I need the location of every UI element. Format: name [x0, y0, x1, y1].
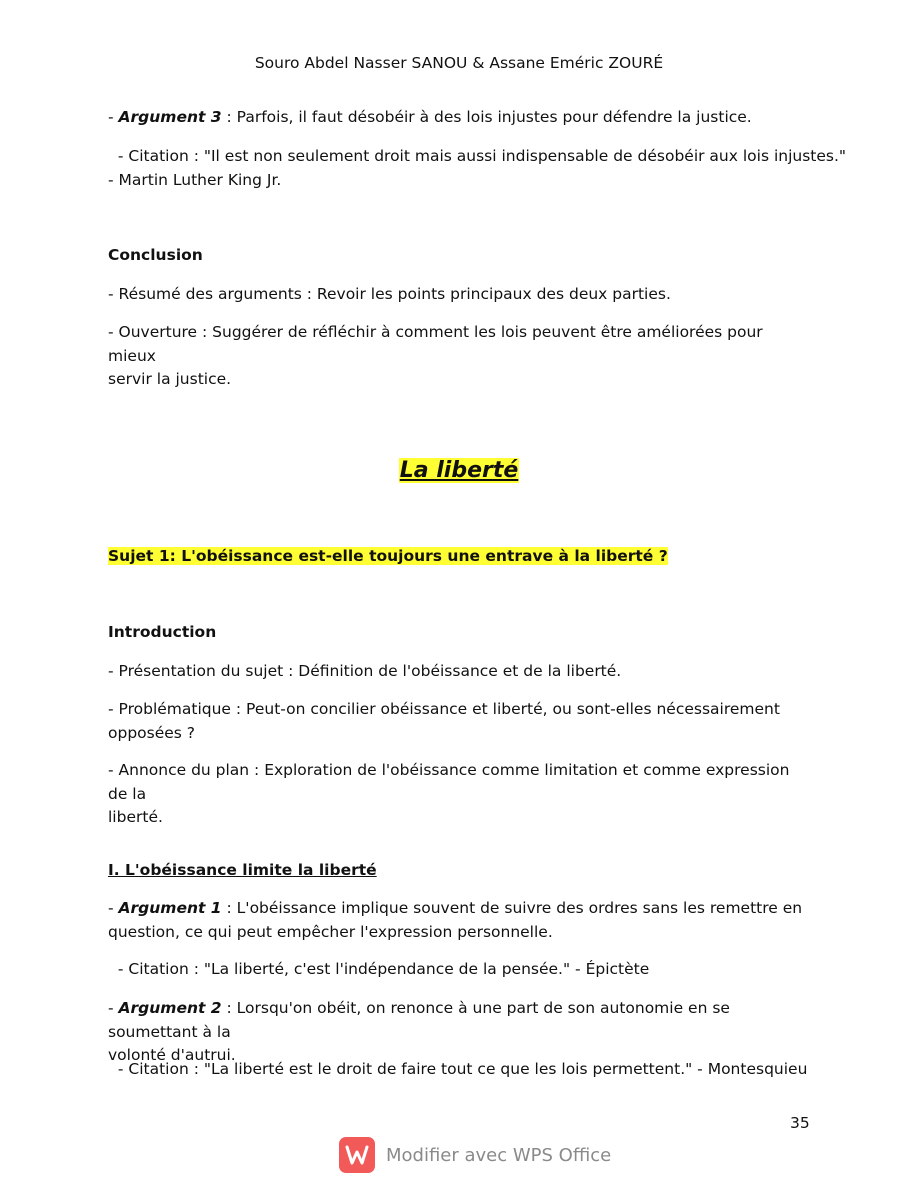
wps-w-icon — [345, 1144, 369, 1166]
annonce-line-2: liberté. — [108, 808, 163, 826]
problematique-line-1: - Problématique : Peut-on concilier obéissance et liberté, ou sont-elles nécessairement — [108, 700, 780, 718]
argument-text-line-2: volonté d'autrui. — [108, 1046, 236, 1064]
argument-text: : Parfois, il faut désobéir à des lois injustes pour défendre la justice. — [221, 108, 752, 126]
argument-text-line-2: question, ce qui peut empêcher l'expression personnelle. — [108, 922, 553, 941]
wps-edit-link[interactable]: Modifier avec WPS Office — [386, 1144, 612, 1166]
wps-logo-icon — [339, 1137, 375, 1173]
annonce-line-1: - Annonce du plan : Exploration de l'obéissance comme limitation et comme expression de la — [108, 761, 790, 803]
part-1-argument-2 — [108, 997, 813, 1068]
conclusion-ouverture — [108, 321, 813, 392]
argument-label: Argument 2 — [118, 999, 222, 1017]
sujet-heading — [108, 545, 813, 569]
ouverture-line-2: servir la justice. — [108, 370, 232, 388]
sujet-text: Sujet 1: L'obéissance est-elle toujours une entrave à la liberté ? — [108, 547, 668, 565]
argument-text: : L'obéissance implique souvent de suivre des ordres sans les remettre en — [221, 899, 803, 917]
citation-line-1: - Citation : "Il est non seulement droit mais aussi indispensable de désobéir aux lois injustes." — [108, 147, 847, 165]
argument-text: : Lorsqu'on obéit, on renonce à une part de son autonomie en se soumettant à la — [108, 999, 730, 1041]
introduction-annonce — [108, 759, 813, 830]
introduction-problematique — [108, 698, 813, 745]
conclusion-heading: Conclusion — [108, 246, 203, 264]
page-header: Souro Abdel Nasser SANOU & Assane Eméric ZOURÉ — [254, 54, 664, 72]
ouverture-line-1: - Ouverture : Suggérer de réfléchir à comment les lois peuvent être améliorées pour mieux — [108, 323, 763, 365]
citation-epictete: - Citation : "La liberté, c'est l'indépendance de la pensée." - Épictète — [108, 960, 650, 978]
citation-line-2: - Martin Luther King Jr. — [108, 170, 282, 189]
citation-mlk — [108, 145, 847, 192]
introduction-heading: Introduction — [108, 623, 217, 641]
citation-montesquieu: - Citation : "La liberté est le droit de faire tout ce que les lois permettent." - Montesquieu — [108, 1060, 808, 1078]
list-dash: - — [108, 999, 119, 1017]
list-dash: - — [108, 899, 119, 917]
problematique-line-2: opposées ? — [108, 723, 196, 742]
introduction-presentation: - Présentation du sujet : Définition de l'obéissance et de la liberté. — [108, 662, 622, 680]
argument-3-paragraph — [108, 106, 813, 130]
part-1-heading: I. L'obéissance limite la liberté — [108, 861, 377, 879]
argument-label: Argument 1 — [118, 899, 222, 917]
part-1-argument-1 — [108, 897, 813, 944]
section-title — [0, 458, 918, 483]
conclusion-resume: - Résumé des arguments : Revoir les points principaux des deux parties. — [108, 285, 671, 303]
list-dash: - — [108, 108, 119, 126]
section-title-text: La liberté — [399, 458, 519, 483]
argument-label: Argument 3 — [118, 108, 222, 126]
wps-edit-banner[interactable] — [339, 1137, 611, 1173]
page-number: 35 — [790, 1114, 810, 1132]
